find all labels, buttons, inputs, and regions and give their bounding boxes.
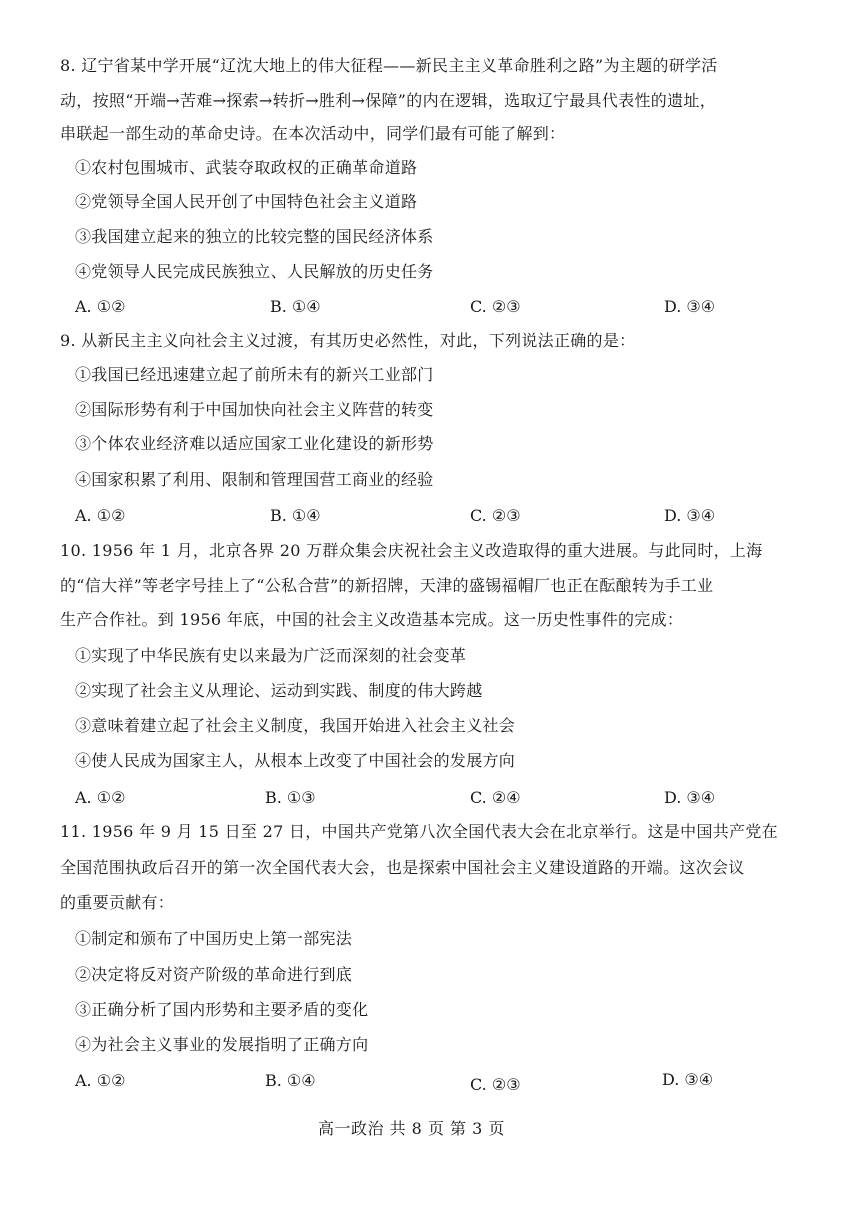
choice-item: ②实现了社会主义从理论、运动到实践、制度的伟大跨越: [75, 681, 483, 700]
option-c[interactable]: C. ②③: [470, 1075, 521, 1094]
option-a[interactable]: A. ①②: [75, 788, 126, 807]
question-stem-line: 的“信大祥”等老字号挂上了“公私合营”的新招牌，天津的盛锡福帽厂也正在酝酿转为手工业: [60, 576, 714, 595]
option-b[interactable]: B. ①④: [270, 506, 321, 525]
option-b[interactable]: B. ①③: [265, 788, 316, 807]
option-b[interactable]: B. ①④: [270, 297, 321, 316]
question-stem-line: 9. 从新民主主义向社会主义过渡，有其历史必然性，对此，下列说法正确的是：: [60, 331, 636, 350]
option-d[interactable]: D. ③④: [664, 297, 716, 316]
question-stem-line: 8. 辽宁省某中学开展“辽沈大地上的伟大征程——新民主主义革命胜利之路”为主题的研学活: [60, 56, 718, 75]
option-c[interactable]: C. ②③: [470, 297, 521, 316]
question-stem-line: 生产合作社。到 1956 年底，中国的社会主义改造基本完成。这一历史性事件的完成：: [60, 610, 684, 629]
option-c[interactable]: C. ②④: [470, 788, 521, 807]
choice-item: ①制定和颁布了中国历史上第一部宪法: [75, 929, 353, 948]
choice-item: ①我国已经迅速建立起了前所未有的新兴工业部门: [75, 365, 434, 384]
option-a[interactable]: A. ①②: [75, 297, 126, 316]
option-a[interactable]: A. ①②: [75, 1071, 126, 1090]
question-stem-line: 串联起一部生动的革命史诗。在本次活动中，同学们最有可能了解到：: [60, 124, 566, 143]
option-d[interactable]: D. ③④: [664, 788, 716, 807]
choice-item: ④为社会主义事业的发展指明了正确方向: [75, 1035, 369, 1054]
option-b[interactable]: B. ①④: [265, 1071, 316, 1090]
choice-item: ②国际形势有利于中国加快向社会主义阵营的转变: [75, 400, 434, 419]
option-d[interactable]: D. ③④: [662, 1070, 714, 1089]
choice-item: ①实现了中华民族有史以来最为广泛而深刻的社会变革: [75, 646, 467, 665]
choice-item: ④国家积累了利用、限制和管理国营工商业的经验: [75, 470, 434, 489]
choice-item: ②党领导全国人民开创了中国特色社会主义道路: [75, 192, 418, 211]
choice-item: ③意味着建立起了社会主义制度，我国开始进入社会主义社会: [75, 716, 516, 735]
option-a[interactable]: A. ①②: [75, 506, 126, 525]
choice-item: ④使人民成为国家主人，从根本上改变了中国社会的发展方向: [75, 751, 516, 770]
choice-item: ③正确分析了国内形势和主要矛盾的变化: [75, 1000, 369, 1019]
question-stem-line: 10. 1956 年 1 月，北京各界 20 万群众集会庆祝社会主义改造取得的重大进展。与此同时，上海: [60, 541, 763, 560]
page-footer: 高一政治 共 8 页 第 3 页: [318, 1119, 505, 1138]
choice-item: ①农村包围城市、武装夺取政权的正确革命道路: [75, 158, 418, 177]
question-stem-line: 11. 1956 年 9 月 15 日至 27 日，中国共产党第八次全国代表大会在北京举行。这是中国共产党在: [60, 822, 778, 841]
option-c[interactable]: C. ②③: [470, 506, 521, 525]
question-stem-line: 全国范围执政后召开的第一次全国代表大会，也是探索中国社会主义建设道路的开端。这次会议: [60, 858, 745, 877]
option-d[interactable]: D. ③④: [664, 506, 716, 525]
choice-item: ②决定将反对资产阶级的革命进行到底: [75, 965, 353, 984]
question-stem-line: 的重要贡献有：: [60, 893, 175, 912]
choice-item: ③个体农业经济难以适应国家工业化建设的新形势: [75, 434, 434, 453]
choice-item: ③我国建立起来的独立的比较完整的国民经济体系: [75, 227, 434, 246]
question-stem-line: 动，按照“开端→苦难→探索→转折→胜利→保障”的内在逻辑，选取辽宁最具代表性的遗址，: [60, 91, 716, 110]
choice-item: ④党领导人民完成民族独立、人民解放的历史任务: [75, 262, 434, 281]
